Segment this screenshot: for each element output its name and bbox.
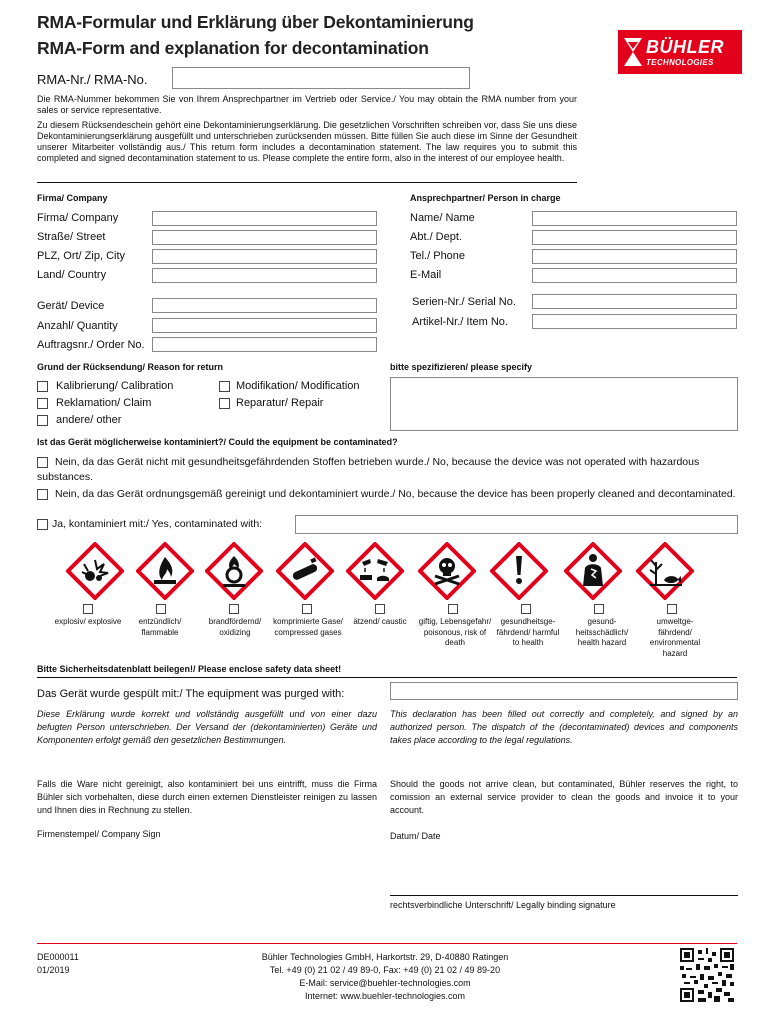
divider — [37, 182, 577, 183]
device-input[interactable] — [152, 298, 377, 313]
rma-label: RMA-Nr./ RMA-No. — [37, 72, 148, 87]
hazard-label-oxidizing: brandfördernd/ oxidizing — [208, 617, 262, 637]
company-sign-label: Firmenstempel/ Company Sign — [37, 829, 161, 839]
date-label: Datum/ Date — [390, 831, 441, 841]
street-label: Straße/ Street — [37, 231, 106, 243]
street-input[interactable] — [152, 230, 377, 245]
explosive-checkbox[interactable] — [83, 604, 93, 614]
device-label: Gerät/ Device — [37, 300, 105, 312]
phone-input[interactable] — [532, 249, 737, 264]
document-number: DE000011 — [37, 952, 79, 962]
footer-divider — [37, 943, 737, 944]
declaration-en: This declaration has been filled out correctly and completely, and signed by an authorized person. The dispatch of the (decontaminated) devices and components takes place according to the legal regulations. — [390, 709, 738, 745]
hazard-label-environmental: umweltge-fährdend/ environmental hazard — [649, 617, 701, 658]
other-checkbox[interactable] — [37, 415, 48, 426]
environment-icon — [636, 542, 694, 600]
logo-subtext: TECHNOLOGIES — [646, 58, 714, 67]
poisonous-checkbox[interactable] — [448, 604, 458, 614]
reason-section-heading: Grund der Rücksendung/ Reason for return — [37, 362, 224, 372]
contamination-notice-en: Should the goods not arrive clean, but contaminated, Bühler reserves the right, to comission an external service provider to clean the goods and invoice it to your account. — [390, 779, 738, 815]
contamination-question: Ist das Gerät möglicherweise kontaminiert?/ Could the equipment be contaminated? — [37, 437, 398, 447]
safety-data-sheet-note: Bitte Sicherheitsdatenblatt beilegen!/ Please enclose safety data sheet! — [37, 664, 342, 674]
order-number-input[interactable] — [152, 337, 377, 352]
modification-checkbox[interactable] — [219, 381, 230, 392]
serial-number-label: Serien-Nr./ Serial No. — [412, 296, 516, 308]
contaminated-with-input[interactable] — [295, 515, 738, 534]
item-number-input[interactable] — [532, 314, 737, 329]
oxidizing-checkbox[interactable] — [229, 604, 239, 614]
flame-icon — [136, 542, 194, 600]
purged-label: Das Gerät wurde gespült mit:/ The equipment was purged with: — [37, 688, 345, 700]
buehler-logo — [618, 30, 742, 74]
email-label: E-Mail — [410, 269, 442, 281]
not-operated-label: Nein, da das Gerät nicht mit gesundheitsgefährdenden Stoffen betrieben wurde./ No, because the device was not operated with hazardous substances. — [37, 456, 700, 483]
logo-text: BÜHLER — [646, 37, 724, 57]
oxidizing-icon — [205, 542, 263, 600]
footer-website: Internet: www.buehler-technologies.com — [304, 991, 466, 1001]
legal-signature-label: rechtsverbindliche Unterschrift/ Legally binding signature — [390, 900, 616, 910]
hazard-label-harmful: gesundheitsge-fährdend/ harmful to health — [496, 617, 560, 647]
contamination-notice-de: Falls die Ware nicht gereinigt, also kontaminiert bei uns eintrifft, muss die Firma Bühler sich vorbehalten, diese durch einen externen Dienstleister reinigen zu lassen und Ihnen dies in Rechnung zu stellen. — [37, 779, 377, 815]
footer-address: Bühler Technologies GmbH, Harkortstr. 29, D-40880 Ratingen — [261, 952, 509, 962]
hazard-label-flammable: entzündlich/ flammable — [138, 617, 182, 637]
footer-email: E-Mail: service@buehler-technologies.com — [299, 978, 471, 988]
claim-checkbox[interactable] — [37, 398, 48, 409]
corrosive-icon — [346, 542, 404, 600]
contaminated-label: Ja, kontaminiert mit:/ Yes, contaminated with: — [52, 518, 263, 530]
hazard-label-caustic: ätzend/ caustic — [353, 617, 407, 626]
modification-label: Modifikation/ Modification — [236, 380, 360, 392]
company-section-heading: Firma/ Company — [37, 193, 108, 203]
city-label: PLZ, Ort/ Zip, City — [37, 250, 126, 262]
health-hazard-checkbox[interactable] — [594, 604, 604, 614]
city-input[interactable] — [152, 249, 377, 264]
gas-cylinder-icon — [276, 542, 334, 600]
flammable-checkbox[interactable] — [156, 604, 166, 614]
logo-mark-icon — [622, 36, 644, 68]
purged-with-input[interactable] — [390, 682, 738, 700]
claim-label: Reklamation/ Claim — [56, 397, 152, 409]
caustic-checkbox[interactable] — [375, 604, 385, 614]
contact-name-label: Name/ Name — [410, 212, 475, 224]
calibration-checkbox[interactable] — [37, 381, 48, 392]
compressed-gases-checkbox[interactable] — [302, 604, 312, 614]
email-input[interactable] — [532, 268, 737, 283]
quantity-input[interactable] — [152, 318, 377, 333]
hazard-label-compressed-gases: komprimierte Gase/ compressed gases — [273, 617, 343, 637]
country-input[interactable] — [152, 268, 377, 283]
footer-phone: Tel. +49 (0) 21 02 / 49 89-0, Fax: +49 (0) 21 02 / 49 89-20 — [269, 965, 501, 975]
contact-section-heading: Ansprechpartner/ Person in charge — [410, 193, 561, 203]
order-number-label: Auftragsnr./ Order No. — [37, 339, 145, 351]
contact-name-input[interactable] — [532, 211, 737, 226]
harmful-checkbox[interactable] — [521, 604, 531, 614]
contaminated-checkbox[interactable] — [37, 519, 48, 530]
hazard-label-poisonous: giftig, Lebensgefahr/ poisonous, risk of death — [418, 617, 492, 647]
divider — [37, 677, 737, 678]
repair-label: Reparatur/ Repair — [236, 397, 324, 409]
department-input[interactable] — [532, 230, 737, 245]
rma-number-input[interactable] — [172, 67, 470, 89]
company-name-input[interactable] — [152, 211, 377, 226]
hazard-label-explosive: explosiv/ explosive — [54, 617, 122, 626]
health-hazard-icon — [564, 542, 622, 600]
skull-icon — [418, 542, 476, 600]
department-label: Abt./ Dept. — [410, 231, 462, 243]
document-date: 01/2019 — [37, 965, 70, 975]
other-label: andere/ other — [56, 414, 122, 426]
reason-specify-textarea[interactable] — [390, 377, 738, 431]
environmental-checkbox[interactable] — [667, 604, 677, 614]
cleaned-label: Nein, da das Gerät ordnungsgemäß gereinigt und dekontaminiert wurde./ No, because the device has been properly cleaned and decontaminated. — [55, 488, 736, 500]
qr-code-icon — [680, 948, 734, 1002]
country-label: Land/ Country — [37, 269, 107, 281]
calibration-label: Kalibrierung/ Calibration — [56, 380, 174, 392]
serial-number-input[interactable] — [532, 294, 737, 309]
specify-label: bitte spezifizieren/ please specify — [390, 362, 533, 372]
item-number-label: Artikel-Nr./ Item No. — [412, 316, 508, 328]
hazard-label-health-hazard: gesund-heitsschädlich/ health hazard — [575, 617, 629, 647]
page-title-en: RMA-Form and explanation for decontamination — [37, 38, 429, 58]
company-name-label: Firma/ Company — [37, 212, 119, 224]
exclamation-icon — [490, 542, 548, 600]
phone-label: Tel./ Phone — [410, 250, 466, 262]
explosive-icon — [66, 542, 124, 600]
repair-checkbox[interactable] — [219, 398, 230, 409]
signature-line[interactable] — [390, 895, 738, 896]
declaration-de: Diese Erklärung wurde korrekt und vollständig ausgefüllt und von einer dazu befugten Person unterschrieben. Der Versand der (dekontaminierten) Geräte und Komponenten erfolgt gemäß den gesetzlichen Bestimmungen. — [37, 709, 377, 745]
intro-rma-info: Die RMA-Nummer bekommen Sie von Ihrem Ansprechpartner im Vertrieb oder Service./ You may obtain the RMA number from your sales or service representative. — [37, 94, 577, 115]
quantity-label: Anzahl/ Quantity — [37, 320, 118, 332]
page-title-de: RMA-Formular und Erklärung über Dekontaminierung — [37, 12, 474, 32]
intro-decontamination-info: Zu diesem Rücksendeschein gehört eine Dekontaminierungserklärung. Die gesetzlichen Vorschriften schreiben vor, dass Sie uns diese Dekontaminierungserklärung ausgefüllt und unterschrieben zurücksenden müssen. Bitte füllen Sie auch diese im Sinne der Gesundheit unserer Mitarbeiter vollständig aus./ This return form includes a decontamination statement. The law requires you to submit this completed and signed decontamination statement to us. Please complete the entire form, also in the interest of our employee health. — [37, 120, 577, 163]
